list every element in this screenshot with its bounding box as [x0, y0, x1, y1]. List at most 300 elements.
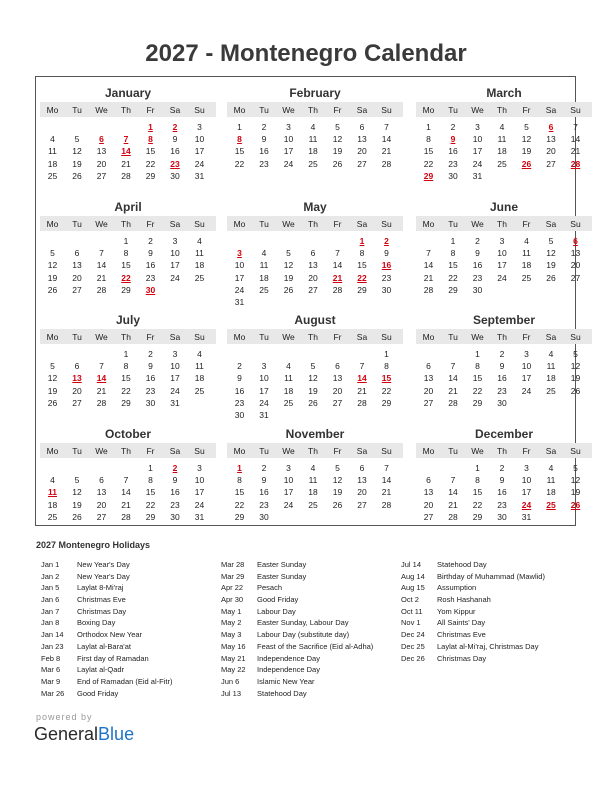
day-cell: 9 [172, 134, 178, 145]
weekday-label: We [282, 446, 295, 456]
day-cell: 15 [472, 487, 483, 498]
day-cell: 12 [570, 361, 581, 372]
holidays-heading: 2027 Montenegro Holidays [36, 540, 151, 550]
day-cell: 7 [573, 122, 578, 132]
day-cell: 22 [234, 499, 245, 510]
day-cell: 24 [283, 499, 294, 510]
weekday-label: Su [381, 446, 392, 456]
day-cell: 29 [357, 284, 367, 295]
day-cell: 13 [357, 475, 367, 486]
day-cell: 19 [521, 146, 532, 157]
day-cell: 10 [472, 134, 483, 145]
day-cell: 29 [121, 397, 131, 408]
holiday-name: Independence Day [257, 665, 320, 675]
holiday-day-cell: 22 [357, 272, 367, 283]
weekday-header [227, 443, 403, 458]
day-cell: 18 [308, 487, 318, 498]
day-cell: 17 [194, 146, 205, 157]
holiday-day-cell: 26 [521, 158, 532, 169]
day-cell: 16 [259, 146, 269, 157]
holiday-date: May 3 [221, 630, 242, 640]
day-cell: 27 [72, 397, 82, 408]
day-cell: 1 [123, 349, 129, 359]
day-cell: 20 [72, 385, 82, 396]
day-cell: 26 [546, 272, 556, 283]
day-cell: 18 [497, 146, 507, 157]
day-cell: 6 [359, 463, 365, 473]
holiday-day-cell: 29 [423, 170, 434, 181]
day-cell: 2 [450, 122, 456, 132]
day-cell: 19 [546, 260, 556, 271]
day-cell: 4 [197, 349, 202, 359]
holiday-day-cell: 2 [172, 463, 178, 473]
day-cell: 10 [194, 475, 205, 486]
day-cell: 22 [234, 158, 245, 169]
page-title: 2027 - Montenegro Calendar [145, 40, 467, 67]
day-cell: 17 [259, 385, 269, 396]
holiday-date: Nov 1 [401, 618, 421, 628]
day-cell: 17 [472, 146, 483, 157]
day-cell: 25 [194, 272, 205, 283]
holiday-date: Mar 6 [41, 665, 61, 675]
holiday-name: New Year's Day [77, 560, 130, 569]
holiday-name: Yom Kippur [437, 606, 476, 616]
day-cell: 19 [308, 385, 318, 396]
day-cell: 10 [170, 248, 180, 259]
holiday-day-cell: 21 [332, 272, 343, 283]
day-cell: 22 [472, 499, 483, 510]
day-cell: 21 [448, 499, 458, 510]
day-cell: 29 [234, 511, 245, 522]
month-block [416, 80, 592, 192]
weekday-label: Fr [333, 446, 342, 456]
day-cell: 22 [145, 499, 156, 510]
day-cell: 25 [194, 385, 205, 396]
weekday-label: Su [570, 105, 581, 115]
month-block [416, 194, 592, 306]
day-cell: 17 [194, 487, 205, 498]
day-cell: 2 [475, 236, 480, 246]
holiday-name: Labour Day [257, 606, 296, 616]
holiday-day-cell: 6 [573, 236, 578, 246]
day-cell: 7 [450, 475, 456, 486]
day-cell: 5 [573, 463, 578, 473]
day-cell: 16 [145, 373, 156, 384]
weekday-label: Th [121, 219, 131, 229]
month-block [40, 307, 216, 419]
holiday-day-cell: 1 [359, 236, 365, 246]
day-cell: 13 [423, 373, 434, 384]
day-cell: 9 [475, 248, 480, 259]
holiday-date: Jan 1 [41, 560, 60, 569]
holiday-day-cell: 7 [123, 134, 129, 145]
weekday-label: Tu [259, 105, 269, 115]
day-cell: 15 [234, 487, 245, 498]
day-cell: 26 [72, 511, 82, 522]
day-cell: 30 [259, 511, 269, 522]
holiday-name: Feast of the Sacrifice (Eid al-Adha) [257, 641, 374, 651]
weekday-label: Fr [146, 446, 155, 456]
holiday-day-cell: 9 [450, 134, 456, 145]
day-cell: 16 [472, 260, 483, 271]
day-cell: 1 [475, 349, 480, 359]
weekday-label: Sa [356, 332, 368, 342]
day-cell: 7 [450, 361, 456, 372]
day-cell: 18 [308, 146, 318, 157]
day-cell: 27 [423, 511, 434, 522]
day-cell: 27 [332, 397, 343, 408]
day-cell: 12 [308, 373, 318, 384]
day-cell: 28 [381, 158, 392, 169]
weekday-label: Tu [259, 332, 269, 342]
day-cell: 11 [284, 373, 293, 384]
day-cell: 20 [357, 487, 367, 498]
day-cell: 9 [261, 475, 267, 486]
holiday-date: Aug 14 [401, 571, 425, 581]
holiday-day-cell: 28 [570, 158, 581, 169]
day-cell: 25 [47, 170, 58, 181]
month-block [40, 80, 216, 192]
day-cell: 19 [47, 272, 58, 283]
holiday-name: Boxing Day [77, 618, 116, 628]
weekday-label: We [95, 332, 108, 342]
day-cell: 4 [499, 122, 505, 132]
day-cell: 3 [475, 122, 480, 132]
weekday-label: Mo [233, 332, 246, 342]
holiday-day-cell: 23 [170, 158, 180, 169]
holiday-day-cell: 11 [48, 487, 57, 498]
day-cell: 4 [310, 463, 316, 473]
day-cell: 8 [426, 134, 431, 145]
day-cell: 28 [332, 284, 343, 295]
day-cell: 18 [521, 260, 532, 271]
day-cell: 17 [283, 146, 294, 157]
weekday-header [416, 216, 592, 231]
day-cell: 12 [47, 260, 58, 271]
holiday-date: May 2 [221, 618, 242, 628]
day-cell: 25 [521, 272, 532, 283]
holiday-name: Easter Sunday, Labour Day [257, 618, 349, 628]
day-cell: 21 [96, 385, 107, 396]
holiday-day-cell: 13 [72, 373, 82, 384]
day-cell: 7 [123, 475, 129, 486]
day-cell: 22 [381, 385, 392, 396]
day-cell: 29 [472, 511, 483, 522]
day-cell: 14 [121, 487, 131, 498]
day-cell: 30 [170, 511, 180, 522]
day-cell: 19 [283, 272, 294, 283]
day-cell: 12 [546, 248, 556, 259]
month-block [416, 307, 592, 419]
holiday-date: Oct 2 [401, 595, 419, 605]
day-cell: 19 [47, 385, 58, 396]
day-cell: 1 [450, 236, 456, 246]
weekday-label: Tu [72, 332, 82, 342]
weekday-label: Mo [422, 446, 435, 456]
day-cell: 20 [357, 146, 367, 157]
day-cell: 31 [234, 297, 245, 307]
day-cell: 3 [499, 236, 505, 246]
weekday-label: Th [497, 332, 507, 342]
day-cell: 21 [357, 385, 367, 396]
day-cell: 2 [237, 361, 242, 372]
day-cell: 8 [475, 361, 480, 372]
holiday-date: May 16 [221, 641, 246, 651]
day-cell: 31 [472, 170, 483, 181]
weekday-label: Sa [356, 219, 368, 229]
day-cell: 29 [448, 284, 458, 295]
holiday-date: Apr 22 [221, 583, 244, 593]
day-cell: 5 [524, 122, 529, 132]
holiday-name: Christmas Eve [77, 595, 126, 605]
day-cell: 6 [310, 248, 316, 259]
holiday-day-cell: 8 [237, 134, 242, 145]
day-cell: 9 [148, 248, 153, 259]
day-cell: 30 [234, 410, 245, 420]
day-cell: 18 [194, 260, 205, 271]
day-cell: 20 [308, 272, 318, 283]
day-cell: 12 [283, 260, 294, 271]
holiday-name: All Saints' Day [437, 618, 486, 628]
holiday-name: Islamic New Year [257, 676, 315, 686]
day-cell: 23 [145, 272, 156, 283]
holiday-day-cell: 6 [548, 122, 554, 132]
month-name: October [104, 427, 151, 441]
day-cell: 24 [194, 158, 205, 169]
day-cell: 29 [472, 397, 483, 408]
weekday-label: Th [308, 105, 318, 115]
weekday-label: Su [194, 219, 205, 229]
day-cell: 13 [423, 487, 434, 498]
month-name: January [104, 86, 152, 100]
day-cell: 25 [308, 158, 318, 169]
holiday-name: Easter Sunday [257, 571, 307, 581]
brand-logo-part: Blue [98, 724, 135, 744]
day-cell: 15 [472, 373, 483, 384]
day-cell: 5 [286, 248, 291, 259]
day-cell: 12 [47, 373, 58, 384]
day-cell: 21 [121, 158, 131, 169]
holiday-name: Independence Day [257, 653, 320, 663]
holiday-name: Assumption [437, 583, 477, 593]
day-cell: 21 [96, 272, 107, 283]
weekday-label: Th [497, 446, 507, 456]
day-cell: 8 [475, 475, 480, 486]
day-cell: 2 [148, 236, 153, 246]
day-cell: 20 [96, 499, 107, 510]
day-cell: 11 [259, 260, 269, 271]
day-cell: 30 [472, 284, 483, 295]
weekday-label: Sa [356, 105, 368, 115]
month-name: February [289, 86, 341, 100]
holiday-day-cell: 2 [172, 122, 178, 132]
day-cell: 9 [499, 361, 505, 372]
weekday-label: Tu [72, 219, 82, 229]
weekday-label: Mo [46, 446, 59, 456]
day-cell: 10 [234, 260, 245, 271]
weekday-label: Fr [333, 105, 342, 115]
day-cell: 27 [96, 511, 107, 522]
day-cell: 22 [145, 158, 156, 169]
day-cell: 26 [283, 284, 294, 295]
day-cell: 4 [548, 349, 554, 359]
day-cell: 23 [381, 272, 392, 283]
holiday-name: First day of Ramadan [77, 653, 149, 663]
holiday-date: Dec 25 [401, 641, 425, 651]
day-cell: 6 [74, 361, 80, 372]
day-cell: 20 [332, 385, 343, 396]
day-cell: 28 [121, 170, 131, 181]
day-cell: 3 [261, 361, 267, 372]
day-cell: 21 [448, 385, 458, 396]
holiday-name: Statehood Day [437, 560, 487, 569]
day-cell: 11 [308, 475, 318, 486]
holiday-day-cell: 24 [521, 499, 532, 510]
weekday-label: Sa [169, 219, 181, 229]
day-cell: 8 [148, 475, 153, 486]
weekday-label: Su [381, 219, 392, 229]
holiday-date: Jan 8 [41, 618, 60, 628]
month-name: March [486, 86, 522, 100]
day-cell: 17 [283, 487, 294, 498]
day-cell: 24 [283, 158, 294, 169]
day-cell: 16 [170, 487, 180, 498]
day-cell: 6 [426, 361, 431, 372]
weekday-header [40, 329, 216, 344]
day-cell: 4 [50, 134, 55, 145]
holiday-name: Laylat al-Bara'at [77, 641, 131, 651]
day-cell: 16 [234, 385, 245, 396]
holiday-date: Mar 28 [221, 560, 245, 569]
day-cell: 31 [521, 511, 532, 522]
holiday-name: Good Friday [257, 595, 299, 605]
weekday-header [416, 443, 592, 458]
day-cell: 7 [384, 122, 389, 132]
weekday-label: Mo [233, 446, 246, 456]
day-cell: 26 [570, 385, 581, 396]
holiday-date: May 21 [221, 653, 246, 663]
holiday-date: Feb 8 [41, 653, 61, 663]
day-cell: 5 [548, 236, 554, 246]
day-cell: 1 [237, 122, 242, 132]
holiday-name: Birthday of Muhammad (Mawlid) [437, 571, 545, 581]
weekday-label: Th [308, 332, 318, 342]
weekday-header [40, 443, 216, 458]
day-cell: 23 [259, 499, 269, 510]
day-cell: 2 [261, 463, 267, 473]
day-cell: 16 [170, 146, 180, 157]
holiday-day-cell: 22 [121, 272, 131, 283]
weekday-header [227, 216, 403, 231]
day-cell: 9 [384, 248, 389, 259]
day-cell: 16 [259, 487, 269, 498]
holiday-name: Good Friday [77, 688, 119, 698]
weekday-label: We [471, 332, 484, 342]
day-cell: 6 [74, 248, 80, 259]
day-cell: 23 [145, 385, 156, 396]
month-block [227, 194, 403, 306]
powered-by-text: powered by [36, 712, 93, 722]
day-cell: 9 [172, 475, 178, 486]
weekday-header [227, 329, 403, 344]
weekday-label: We [282, 219, 295, 229]
weekday-label: Tu [72, 446, 82, 456]
day-cell: 8 [359, 248, 365, 259]
day-cell: 21 [381, 146, 392, 157]
holiday-date: Jan 7 [41, 606, 60, 616]
weekday-label: Tu [259, 219, 269, 229]
weekday-label: Tu [448, 105, 458, 115]
day-cell: 5 [50, 361, 55, 372]
month-block [227, 421, 403, 533]
weekday-label: Tu [448, 219, 458, 229]
holiday-date: Jul 14 [401, 560, 422, 569]
weekday-label: Mo [233, 219, 246, 229]
day-cell: 19 [332, 146, 343, 157]
weekday-label: Fr [522, 446, 531, 456]
day-cell: 19 [570, 373, 581, 384]
day-cell: 8 [237, 475, 242, 486]
weekday-label: Mo [233, 105, 246, 115]
day-cell: 20 [423, 385, 434, 396]
day-cell: 9 [499, 475, 505, 486]
day-cell: 24 [170, 385, 180, 396]
brand-logo [34, 724, 134, 745]
day-cell: 12 [570, 475, 581, 486]
day-cell: 1 [384, 349, 389, 359]
weekday-header [416, 329, 592, 344]
day-cell: 23 [497, 385, 507, 396]
day-cell: 10 [283, 134, 294, 145]
weekday-label: Fr [146, 332, 155, 342]
day-cell: 19 [72, 499, 82, 510]
day-cell: 18 [546, 373, 556, 384]
holiday-day-cell: 1 [148, 122, 153, 132]
holiday-day-cell: 3 [237, 248, 242, 259]
day-cell: 25 [308, 499, 318, 510]
day-cell: 21 [121, 499, 131, 510]
day-cell: 25 [47, 511, 58, 522]
day-cell: 15 [423, 146, 434, 157]
holiday-name: Laylat al-Mi'raj, Christmas Day [437, 641, 539, 651]
day-cell: 10 [194, 134, 205, 145]
day-cell: 5 [74, 134, 80, 145]
day-cell: 24 [521, 385, 532, 396]
day-cell: 25 [283, 397, 294, 408]
day-cell: 24 [170, 272, 180, 283]
weekday-label: Th [121, 105, 131, 115]
weekday-label: We [471, 219, 484, 229]
holiday-day-cell: 16 [381, 260, 392, 271]
holiday-date: Apr 30 [221, 595, 244, 605]
day-cell: 23 [170, 499, 180, 510]
day-cell: 18 [283, 385, 294, 396]
weekday-label: Tu [259, 446, 269, 456]
day-cell: 26 [47, 397, 58, 408]
weekday-label: We [95, 105, 108, 115]
day-cell: 13 [332, 373, 343, 384]
day-cell: 27 [308, 284, 318, 295]
day-cell: 22 [448, 272, 458, 283]
day-cell: 29 [145, 511, 156, 522]
holiday-date: Oct 11 [401, 606, 423, 616]
day-cell: 22 [121, 385, 131, 396]
holiday-day-cell: 14 [357, 373, 367, 384]
day-cell: 24 [497, 272, 507, 283]
day-cell: 27 [72, 284, 82, 295]
day-cell: 27 [357, 158, 367, 169]
weekday-label: Su [570, 446, 581, 456]
